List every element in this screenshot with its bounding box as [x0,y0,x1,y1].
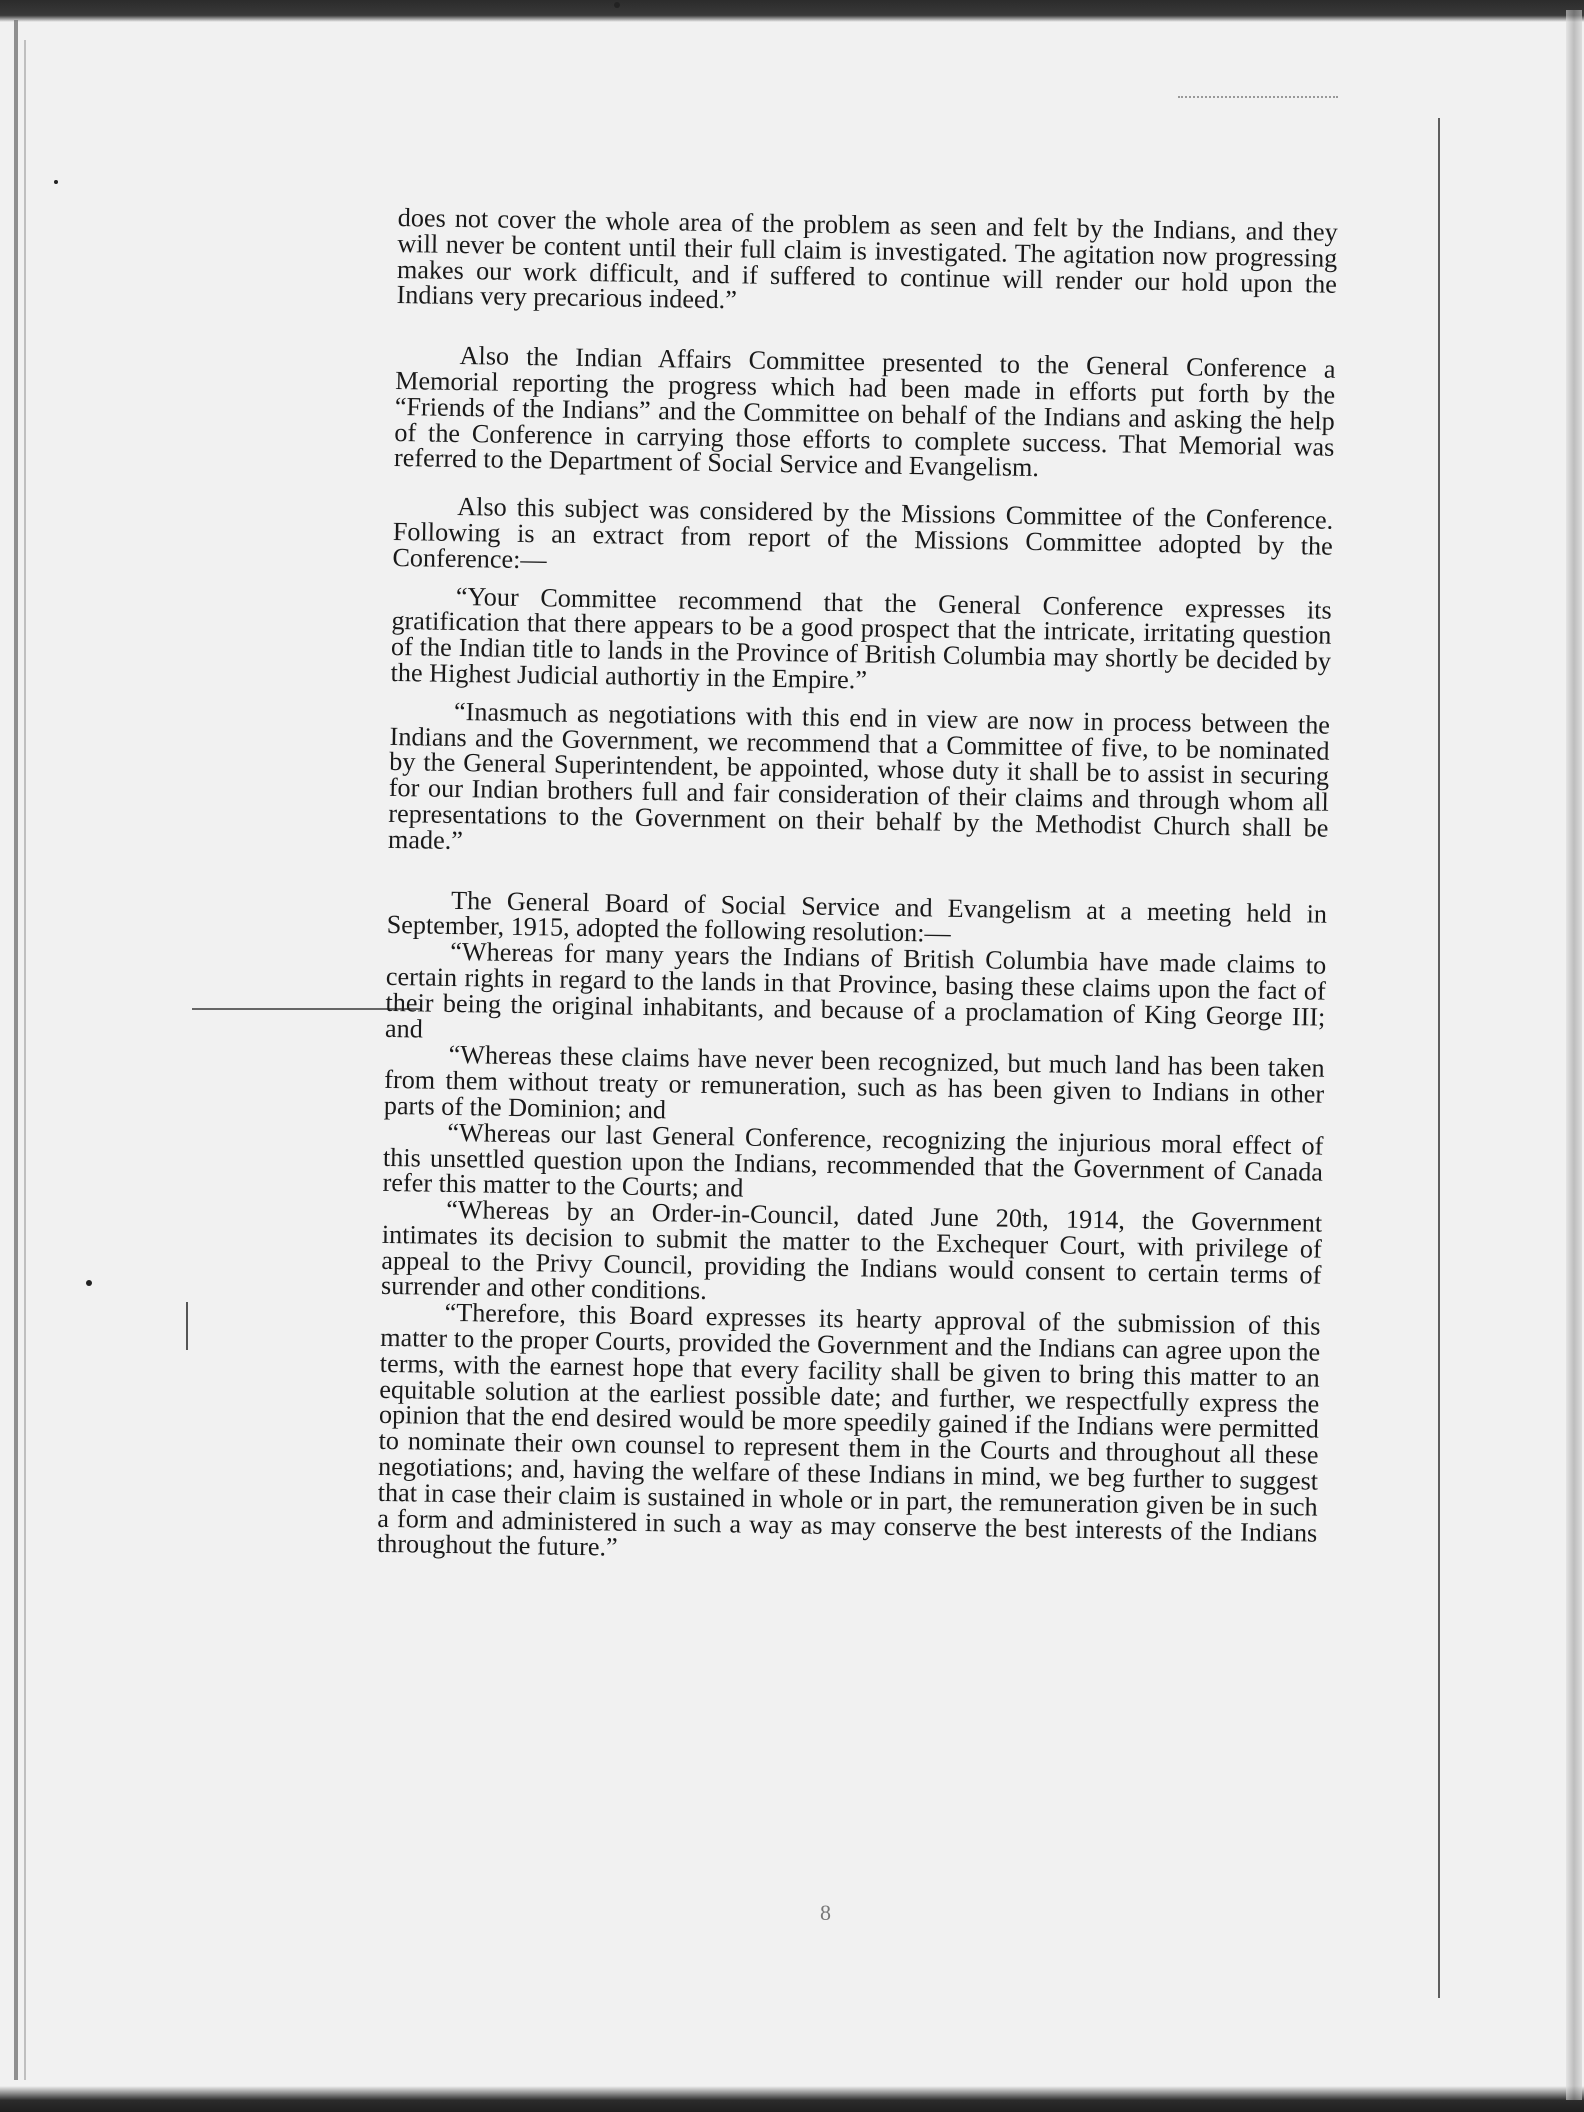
scan-dot [54,180,58,184]
paragraph-general-board: The General Board of Social Service and Evangelism at a meeting held in September, 1915, adopted the following resolution:— [386,885,1328,949]
resolution-whereas-2: “Whereas these claims have never been recognized, but much land has been taken from them without treaty or remuneration, such as has been given to Indians in other parts of the Dominion; and [383,1040,1325,1125]
resolution-whereas-4: “Whereas by an Order-in-Council, dated June 20th, 1914, the Government intimates its decision to submit the matter to the Exchequer Court, with privilege of appeal to the Privy Council, providing the Indians would consent to certain terms of surrender and other conditions. [380,1194,1323,1306]
page-number: 8 [820,1900,831,1925]
quote-recommendation: “Your Committee recommend that the General Conference expresses its gratification that there appears to be a good prospect that the intricate, irritating question of the Indian title to lands in the Province of British Columbia may shortly be decided by the Highest Judicial authortiy in the Empire.” [390,581,1332,695]
scan-mark [186,1302,188,1350]
scan-bottom-shadow [0,2086,1584,2112]
scan-left-edge [14,20,18,2080]
document-body [377,205,1338,1572]
paragraph-continuation: does not cover the whole area of the problem as seen and felt by the Indians, and they will never be content until their full claim is investigated. The agitation now progressing makes our work difficult, and if suffered to continue will render our hold upon the Indians very precarious indeed.” [396,203,1338,315]
right-margin-rule [1438,118,1440,1998]
resolution-therefore: “Therefore, this Board expresses its hearty approval of the submission of this matter to the proper Courts, provided the Government and the Indians can agree upon the terms, with the earnest hope that every facility shall be given to bring this matter to an equitable solution at the earliest possible date; and further, we respectfully express the opinion that the end desired would be more speedily gained if the Indians were permitted to nominate their own counsel to represent them in the Courts and throughout all these negotiations; and, having the welfare of these Indians in mind, we beg further to suggest that in case their claim is sustained in whole or in part, the remuneration given be in such a form and administered in such a way as may conserve the best interests of the Indians throughout the future.” [376,1298,1321,1563]
paragraph-missions-committee: Also this subject was considered by the Missions Committee of the Conference. Following is an extract from report of the Missions Committee adopted by the Conference:— [392,492,1334,575]
scan-speckle [1178,96,1338,102]
paragraph-indian-affairs: Also the Indian Affairs Committee presented to the General Conference a Memorial reporting the progress which had been made in efforts put forth by the “Friends of the Indians” and the Committee on behalf of the Indians and asking the help of the Conference in carrying those efforts to complete success. That Memorial was referred to the Department of Social Service and Evangelism. [393,341,1336,483]
scan-top-shadow [0,0,1584,22]
scan-dot [614,2,620,8]
resolution-whereas-3: “Whereas our last General Conference, recognizing the injurious moral effect of this unsettled question upon the Indians, recommended that the Government of Canada refer this matter to the Courts; and [382,1117,1324,1203]
resolution-whereas-1: “Whereas for many years the Indians of British Columbia have made claims to certain rights in regard to the lands in that Province, basing these claims upon the fact of their being the original inhabitants, and because of a proclamation of King George III; and [384,937,1327,1044]
scan-left-edge-inner [24,40,26,2080]
scan-dot [86,1280,92,1286]
quote-negotiations: “Inasmuch as negotiations with this end in view are now in process between the Indians and the Government, we recommend that a Committee of five, to be nominated by the General Superintendent, be appointed, whose duty it shall be to assist in securing for our Indian brothers full and fair consideration of their claims and through whom all representations to the Government on their behalf by the Methodist Church shall be made.” [387,696,1331,855]
scan-right-edge [1566,10,1582,2100]
